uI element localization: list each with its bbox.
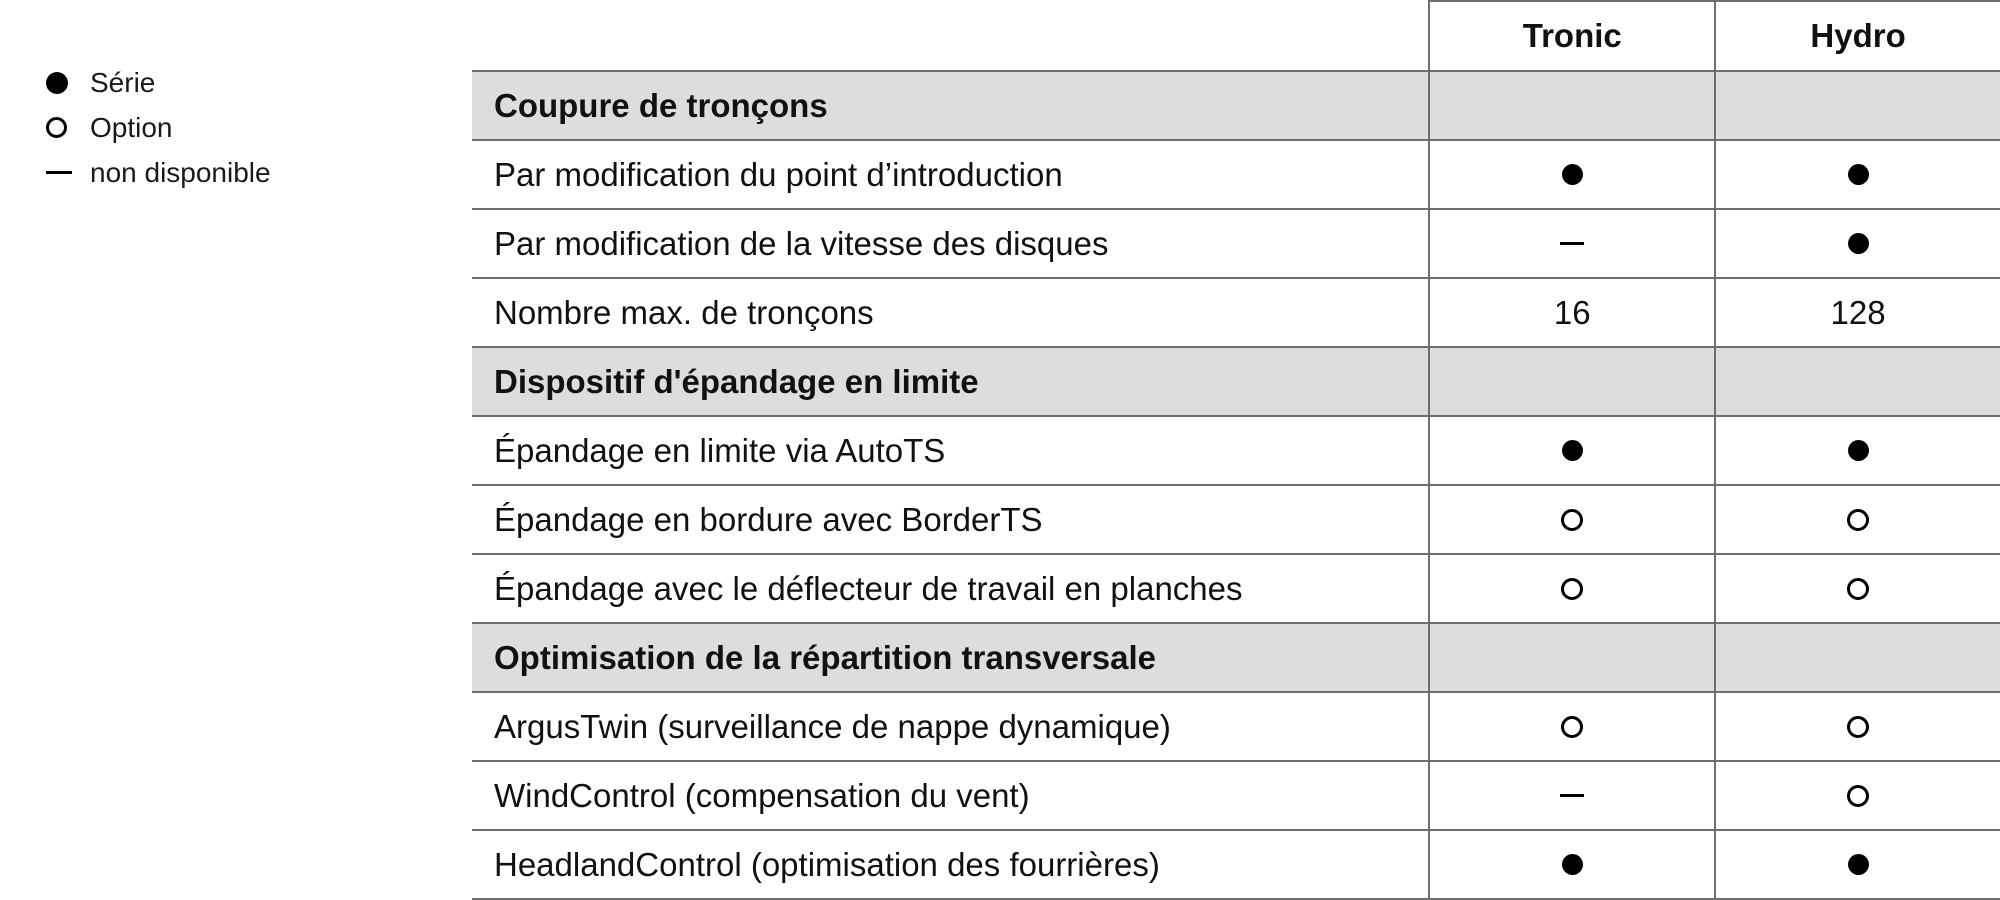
cell-tronic — [1429, 554, 1715, 623]
filled-dot-icon — [1848, 164, 1869, 185]
feature-label: WindControl (compensation du vent) — [472, 761, 1429, 830]
section-title: Optimisation de la répartition transversale — [472, 623, 1429, 692]
filled-dot-icon — [1562, 854, 1583, 875]
section-cell-hydro — [1715, 71, 2000, 140]
legend-symbol — [46, 117, 90, 138]
cell-hydro — [1715, 140, 2000, 209]
feature-label: Épandage avec le déflecteur de travail en planches — [472, 554, 1429, 623]
table-row — [472, 485, 2000, 554]
feature-label: Épandage en bordure avec BorderTS — [472, 485, 1429, 554]
filled-dot-icon — [1848, 233, 1869, 254]
open-dot-icon — [1561, 716, 1583, 738]
section-row — [472, 623, 2000, 692]
filled-dot-icon — [1562, 164, 1583, 185]
cell-tronic — [1429, 830, 1715, 899]
table-row — [472, 416, 2000, 485]
cell-hydro — [1715, 830, 2000, 899]
cell-tronic — [1429, 416, 1715, 485]
cell-hydro — [1715, 554, 2000, 623]
open-dot-icon — [1561, 509, 1583, 531]
dash-icon — [1560, 794, 1584, 797]
open-dot-icon — [46, 117, 67, 138]
feature-label: Par modification de la vitesse des disques — [472, 209, 1429, 278]
feature-label: Par modification du point d’introduction — [472, 140, 1429, 209]
column-header-tronic: Tronic — [1429, 1, 1715, 71]
dash-icon — [46, 171, 72, 174]
section-cell-tronic — [1429, 623, 1715, 692]
table-row — [472, 554, 2000, 623]
open-dot-icon — [1847, 578, 1869, 600]
column-header-hydro: Hydro — [1715, 1, 2000, 71]
feature-label: Nombre max. de tronçons — [472, 278, 1429, 347]
cell-hydro — [1715, 692, 2000, 761]
open-dot-icon — [1847, 509, 1869, 531]
legend-symbol — [46, 72, 90, 94]
filled-dot-icon — [46, 72, 68, 94]
cell-tronic — [1429, 761, 1715, 830]
table-row — [472, 830, 2000, 899]
feature-label: HeadlandControl (optimisation des fourrières) — [472, 830, 1429, 899]
legend — [46, 60, 271, 195]
cell-tronic — [1429, 209, 1715, 278]
section-title: Dispositif d'épandage en limite — [472, 347, 1429, 416]
table-row — [472, 692, 2000, 761]
table-row — [472, 140, 2000, 209]
header-label-cell — [472, 1, 1429, 71]
section-title: Coupure de tronçons — [472, 71, 1429, 140]
table-row — [472, 209, 2000, 278]
cell-hydro — [1715, 209, 2000, 278]
cell-hydro — [1715, 761, 2000, 830]
section-row — [472, 71, 2000, 140]
cell-hydro — [1715, 416, 2000, 485]
feature-label: ArgusTwin (surveillance de nappe dynamique) — [472, 692, 1429, 761]
cell-value: 16 — [1553, 293, 1591, 331]
open-dot-icon — [1561, 578, 1583, 600]
filled-dot-icon — [1562, 440, 1583, 461]
filled-dot-icon — [1848, 854, 1869, 875]
legend-item — [46, 60, 271, 105]
legend-symbol — [46, 171, 90, 174]
cell-tronic — [1429, 692, 1715, 761]
section-cell-hydro — [1715, 347, 2000, 416]
cell-tronic — [1429, 140, 1715, 209]
open-dot-icon — [1847, 785, 1869, 807]
table-row — [472, 761, 2000, 830]
cell-tronic — [1429, 485, 1715, 554]
legend-label: non disponible — [90, 157, 271, 188]
comparison-table — [472, 0, 2000, 900]
section-cell-tronic — [1429, 71, 1715, 140]
legend-label: Option — [90, 112, 173, 143]
table-row — [472, 278, 2000, 347]
filled-dot-icon — [1848, 440, 1869, 461]
section-row — [472, 347, 2000, 416]
section-cell-hydro — [1715, 623, 2000, 692]
dash-icon — [1560, 242, 1584, 245]
cell-tronic — [1429, 278, 1715, 347]
table-header-row — [472, 1, 2000, 71]
section-cell-tronic — [1429, 347, 1715, 416]
legend-label: Série — [90, 67, 156, 98]
cell-value: 128 — [1830, 293, 1886, 331]
legend-item — [46, 150, 271, 195]
legend-item — [46, 105, 271, 150]
cell-hydro — [1715, 485, 2000, 554]
cell-hydro — [1715, 278, 2000, 347]
open-dot-icon — [1847, 716, 1869, 738]
feature-label: Épandage en limite via AutoTS — [472, 416, 1429, 485]
